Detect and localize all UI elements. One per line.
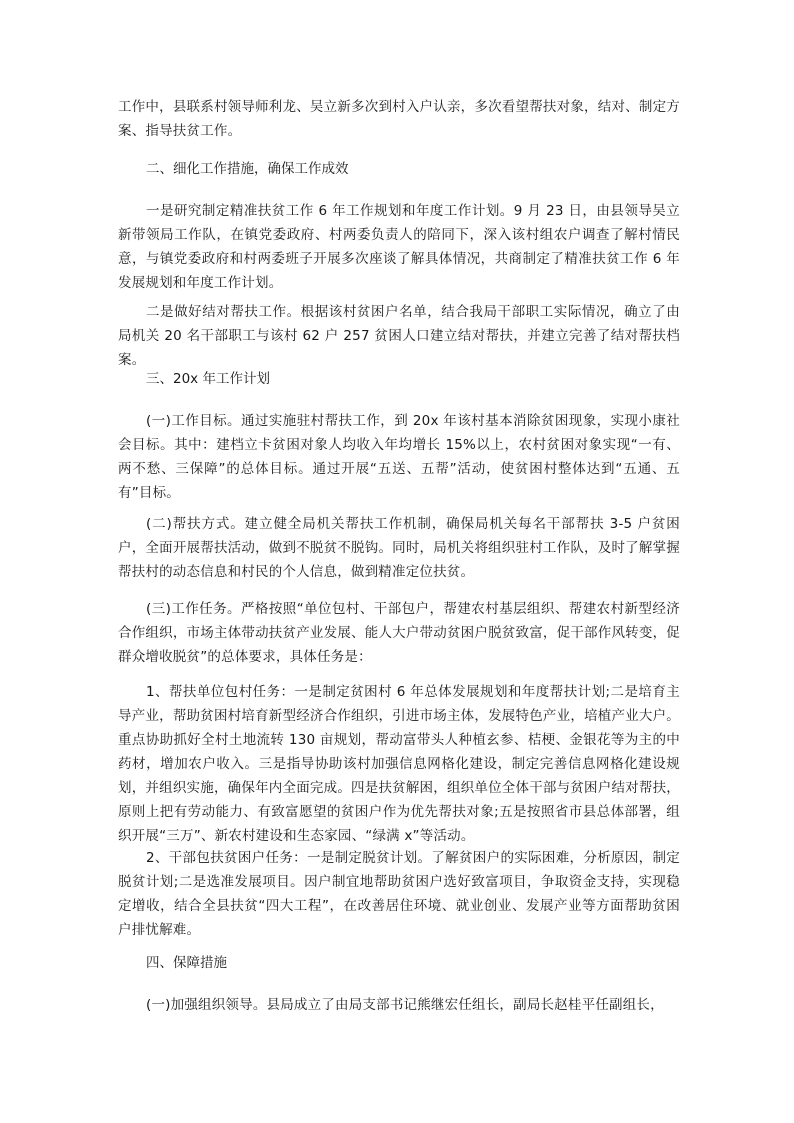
paragraph-text: (一)加强组织领导。县局成立了由局支部书记熊继宏任组长，副局长赵桂平任副组长，	[146, 997, 664, 1013]
paragraph-text: 一是研究制定精准扶贫工作 6 年工作规划和年度工作计划。9 月 23 日，由县领导吴立新带领局工作队，在镇党委政府、村两委负责人的陪同下，深入该村组农户调查了解村情民意，与镇党委政府和村两委班子开展多次座谈了解具体情况，共商制定了精准扶贫工作 6 年发展规划和年度工作计划。	[118, 203, 680, 291]
heading-text: 四、保障措施	[146, 955, 227, 971]
paragraph-text: 1、帮扶单位包村任务：一是制定贫困村 6 年总体发展规划和年度帮扶计划;二是培育主导产业，帮助贫困村培育新型经济合作组织，引进市场主体，发展特色产业，培植产业大户。重点协助抓好全村土地流转 130 亩规划，帮动富带头人种植玄参、桔梗、金银花等为主的中药材，增加农户收入。三是指导协助该村加强信息网格化建设，制定完善信息网格化建设规划，并组织实施，确保年内全面完成。四是扶贫解困，组织单位全体干部与贫困户结对帮扶，原则上把有劳动能力、有致富愿望的贫困户作为优先帮扶对象;五是按照省市县总体部署，组织开展“三万”、新农村建设和生态家园、“绿满 x”等活动。	[118, 684, 680, 844]
section-heading-4	[118, 951, 680, 975]
paragraph-second-measure	[118, 300, 680, 372]
paragraph-text: 二是做好结对帮扶工作。根据该村贫困户名单，结合我局干部职工实际情况，确立了由局机关 20 名干部职工与该村 62 户 257 贫困人口建立结对帮扶，并建立完善了结对帮扶档案。	[118, 304, 680, 368]
paragraph-text: (三)工作任务。严格按照“单位包村、干部包户，帮建农村基层组织、帮建农村新型经济合作组织，市场主体带动扶贫产业发展、能人大户带动贫困户脱贫致富，促干部作风转变，促群众增收脱贫”的总体要求，具体任务是：	[118, 601, 680, 665]
section-heading-2	[118, 157, 680, 181]
paragraph-text: 2、干部包扶贫困户任务：一是制定脱贫计划。了解贫困户的实际困难，分析原因，制定脱贫计划;二是选准发展项目。因户制宜地帮助贫困户选好致富项目，争取资金支持，实现稳定增收，结合全县扶贫“四大工程”，在改善居住环境、就业创业、发展产业等方面帮助贫困户排忧解难。	[118, 850, 680, 938]
paragraph-task-1	[118, 680, 680, 848]
paragraph-assistance-method	[118, 512, 680, 584]
paragraph-intro-continuation	[118, 95, 680, 143]
paragraph-work-tasks	[118, 597, 680, 669]
paragraph-first-measure	[118, 199, 680, 295]
section-heading-3	[118, 367, 680, 391]
paragraph-organization	[118, 993, 680, 1017]
heading-text: 三、20x 年工作计划	[146, 371, 270, 387]
heading-text: 二、细化工作措施，确保工作成效	[146, 161, 349, 177]
paragraph-text: (二)帮扶方式。建立健全局机关帮扶工作机制，确保局机关每名干部帮扶 3-5 户贫困户，全面开展帮扶活动，做到不脱贫不脱钩。同时，局机关将组织驻村工作队，及时了解掌握帮扶村的动态信息和村民的个人信息，做到精准定位扶贫。	[118, 516, 680, 580]
paragraph-text: 工作中，县联系村领导师利龙、吴立新多次到村入户认亲，多次看望帮扶对象，结对、制定方案、指导扶贫工作。	[118, 99, 680, 139]
paragraph-text: (一)工作目标。通过实施驻村帮扶工作，到 20x 年该村基本消除贫困现象，实现小康社会目标。其中：建档立卡贫困对象人均收入年均增长 15%以上，农村贫困对象实现“一有、两不愁、三保障”的总体目标。通过开展“五送、五帮”活动，使贫困村整体达到“五通、五有”目标。	[118, 413, 680, 501]
paragraph-task-2	[118, 846, 680, 942]
paragraph-work-goal	[118, 409, 680, 505]
